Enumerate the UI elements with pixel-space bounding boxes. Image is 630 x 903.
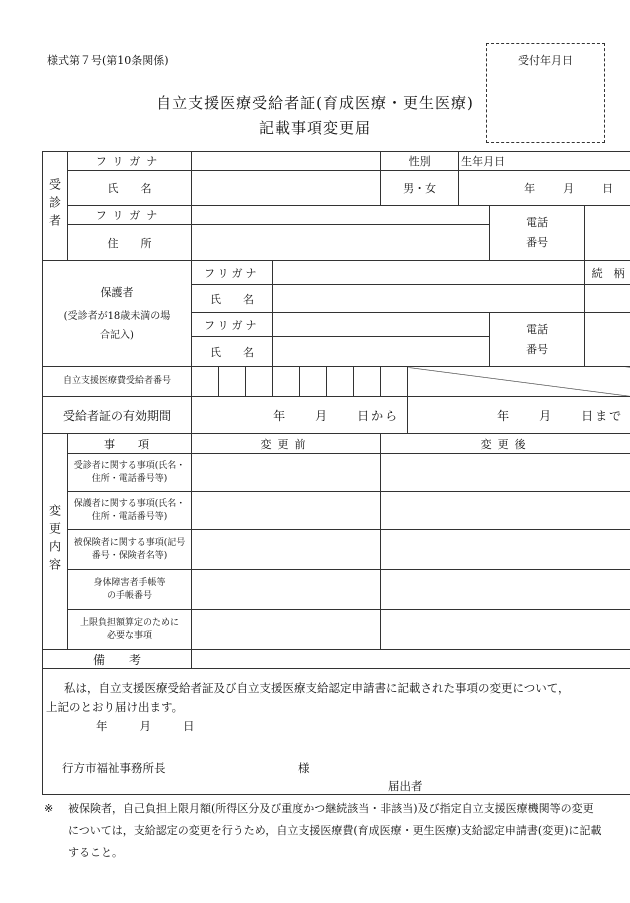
footnote-text: 被保険者，自己負担上限月額(所得区分及び重度かつ継続該当・非該当)及び指定自立支援医療機関等の変更については，支給認定の変更を行うため，自立支援医療費(育成医療・更生医療)支給認定申請書(変更)に記載すること。: [68, 802, 602, 859]
patient-phone-field[interactable]: [585, 206, 630, 261]
recipient-digit-5[interactable]: [300, 367, 327, 397]
change-item-row: 上限負担額算定のために必要な事項: [68, 610, 192, 650]
guardian-phone-field[interactable]: [585, 313, 630, 367]
guardian-name-field[interactable]: [273, 285, 585, 313]
address-furigana-field[interactable]: [192, 206, 490, 225]
remarks-field[interactable]: [192, 650, 630, 669]
receipt-date-label: 受付年月日: [518, 54, 573, 67]
applicant-label: 届出者: [388, 779, 423, 793]
page-subtitle: 記載事項変更届: [258, 119, 371, 137]
patient-address-label: 住 所: [68, 225, 192, 261]
col-after-header: 変更後: [381, 434, 630, 454]
page-title: 自立支援医療受給者証(育成医療・更生医療): [156, 94, 474, 112]
patient-section-label: 受診者: [43, 152, 68, 261]
sex-options[interactable]: 男・女: [381, 171, 459, 206]
dob-field[interactable]: 年 月 日: [459, 171, 630, 206]
patient-address-field[interactable]: [192, 225, 490, 261]
dob-label: 生年月日: [459, 152, 630, 171]
remarks-label: 備 考: [43, 650, 192, 669]
guardian-label: 保護者: [100, 285, 134, 299]
patient-name-label: 氏 名: [68, 171, 192, 206]
validity-from[interactable]: 年 月 日から: [192, 397, 408, 434]
change-before-field[interactable]: [192, 570, 381, 610]
guardian-name-label: 氏 名: [192, 285, 273, 313]
changes-section-label: 変更内容: [43, 434, 68, 650]
footnote-mark: ※: [44, 802, 54, 815]
validity-label: 受給者証の有効期間: [43, 397, 192, 434]
change-before-field[interactable]: [192, 530, 381, 570]
relation-field[interactable]: [585, 285, 630, 313]
guardian-note: (受診者が18歳未満の場合記入): [63, 310, 171, 341]
declaration-text-1: 私は，自立支援医療受給者証及び自立支援医療支給認定申請書に記載された事項の変更について，: [64, 681, 570, 695]
relation-label: 続 柄: [585, 261, 630, 285]
recipient-digit-8[interactable]: [381, 367, 408, 397]
recipient-digit-4[interactable]: [273, 367, 300, 397]
change-after-field[interactable]: [381, 610, 630, 650]
change-item-row: 保護者に関する事項(氏名・住所・電話番号等): [68, 492, 192, 530]
change-before-field[interactable]: [192, 610, 381, 650]
recipient-number-blank: [408, 367, 630, 397]
patient-furigana-field[interactable]: [192, 152, 381, 171]
change-after-field[interactable]: [381, 530, 630, 570]
declaration-date[interactable]: 年 月 日: [96, 719, 198, 733]
guardian-furigana-label: フリガナ: [192, 261, 273, 285]
guardian-furigana2-field[interactable]: [273, 313, 490, 337]
guardian-section-label: [43, 261, 192, 367]
sex-label: 性別: [381, 152, 459, 171]
patient-furigana-label: フリガナ: [68, 152, 192, 171]
footnote: [44, 798, 604, 864]
change-before-field[interactable]: [192, 492, 381, 530]
validity-to[interactable]: 年 月 日まで: [408, 397, 630, 434]
recipient-digit-7[interactable]: [354, 367, 381, 397]
honorific: 様: [298, 761, 310, 775]
recipient-digit-2[interactable]: [219, 367, 246, 397]
guardian-name2-label: 氏 名: [192, 337, 273, 367]
guardian-furigana2-label: フリガナ: [192, 313, 273, 337]
addressee: 行方市福祉事務所長: [62, 761, 166, 775]
change-item-row: 受診者に関する事項(氏名・住所・電話番号等): [68, 454, 192, 492]
patient-phone-label: 電話番号: [490, 206, 585, 261]
guardian-phone-label: 電話番号: [490, 313, 585, 367]
guardian-furigana-field[interactable]: [273, 261, 585, 285]
change-after-field[interactable]: [381, 570, 630, 610]
recipient-digit-6[interactable]: [327, 367, 354, 397]
patient-name-field[interactable]: [192, 171, 381, 206]
change-before-field[interactable]: [192, 454, 381, 492]
guardian-name2-field[interactable]: [273, 337, 490, 367]
change-item-row: 身体障害者手帳等の手帳番号: [68, 570, 192, 610]
form-number-label: 様式第７号(第10条関係): [47, 54, 169, 67]
recipient-digit-1[interactable]: [192, 367, 219, 397]
change-after-field[interactable]: [381, 492, 630, 530]
recipient-digit-3[interactable]: [246, 367, 273, 397]
col-before-header: 変更前: [192, 434, 381, 454]
col-item-header: 事 項: [68, 434, 192, 454]
recipient-number-label: 自立支援医療費受給者番号: [43, 367, 192, 397]
address-furigana-label: フリガナ: [68, 206, 192, 225]
change-item-row: 被保険者に関する事項(記号番号・保険者名等): [68, 530, 192, 570]
declaration-text-2: 上記のとおり届け出ます。: [46, 700, 184, 714]
change-after-field[interactable]: [381, 454, 630, 492]
